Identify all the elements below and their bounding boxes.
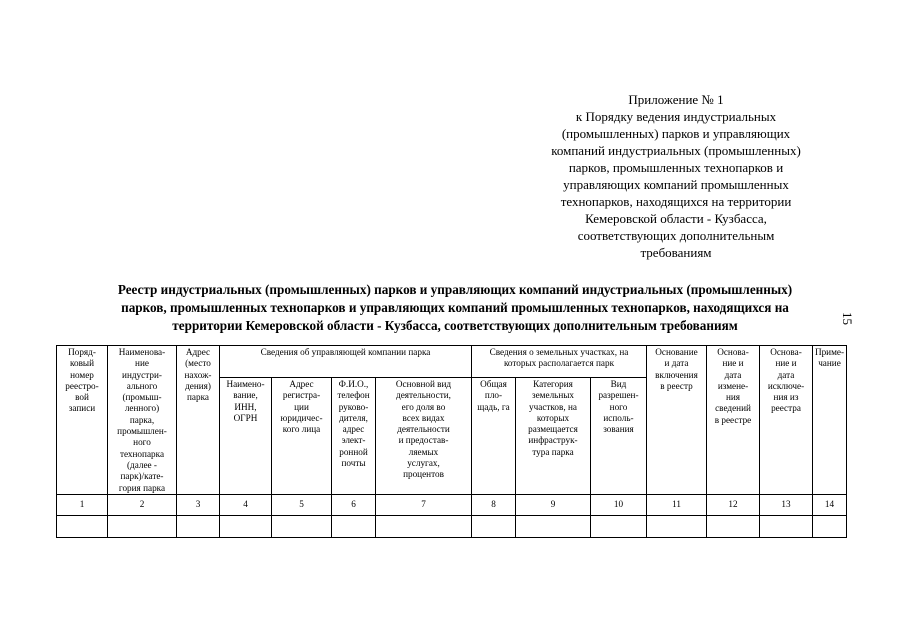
header-cell: Категория земельных участков, на которых размещается инфраструк- тура парка — [516, 378, 591, 495]
column-number: 9 — [516, 494, 591, 515]
header-cell: Общая пло- щадь, га — [472, 378, 516, 495]
empty-cell — [707, 515, 760, 537]
header-cell: Адрес (место нахож- дения) парка — [177, 346, 220, 495]
header-cell: Вид разрешен- ного исполь- зования — [591, 378, 647, 495]
column-number: 11 — [647, 494, 707, 515]
title-line: парков, промышленных технопарков и управляющих компаний промышленных технопарков, находящихся на — [121, 300, 789, 315]
appendix-line: парков, промышленных технопарков и — [568, 160, 784, 175]
empty-cell — [57, 515, 108, 537]
title-line: территории Кемеровской области - Кузбасса, соответствующих дополнительным требованиям — [172, 318, 738, 333]
empty-cell — [108, 515, 177, 537]
header-cell: Наимено- вание, ИНН, ОГРН — [220, 378, 272, 495]
column-number: 4 — [220, 494, 272, 515]
document-title — [40, 281, 870, 335]
appendix-line: требованиям — [640, 245, 712, 260]
column-number: 10 — [591, 494, 647, 515]
empty-cell — [332, 515, 376, 537]
title-line: Реестр индустриальных (промышленных) парков и управляющих компаний индустриальных (промышленных) — [117, 282, 793, 297]
appendix-line: управляющих компаний промышленных — [563, 177, 789, 192]
appendix-header — [520, 91, 832, 261]
empty-cell — [177, 515, 220, 537]
empty-cell — [220, 515, 272, 537]
header-cell: Основа- ние и дата исключе- ния из реестра — [760, 346, 813, 495]
empty-cell — [376, 515, 472, 537]
column-number: 1 — [57, 494, 108, 515]
table-header-row — [57, 346, 847, 378]
appendix-line: Кемеровской области - Кузбасса, — [585, 211, 767, 226]
empty-cell — [591, 515, 647, 537]
column-number: 5 — [272, 494, 332, 515]
header-cell: Основной вид деятельности, его доля во всех видах деятельности и предостав- ляемых услугах, процентов — [376, 378, 472, 495]
empty-cell — [647, 515, 707, 537]
header-cell: Наименова- ние индустри- ального (промыш- ленного) парка, промышлен- ного технопарка (далее - парк)/кате- гория парка — [108, 346, 177, 495]
appendix-line: компаний индустриальных (промышленных) — [551, 143, 801, 158]
column-number: 6 — [332, 494, 376, 515]
appendix-line: соответствующих дополнительным — [577, 228, 775, 243]
header-cell: Ф.И.О., телефон руково- дителя, адрес элект- ронной почты — [332, 378, 376, 495]
column-number: 8 — [472, 494, 516, 515]
column-number: 13 — [760, 494, 813, 515]
empty-cell — [516, 515, 591, 537]
table-row — [57, 515, 847, 537]
column-number: 14 — [813, 494, 847, 515]
column-number-row — [57, 494, 847, 515]
header-cell: Основание и дата включения в реестр — [647, 346, 707, 495]
header-cell: Приме- чание — [813, 346, 847, 495]
header-group-land: Сведения о земельных участках, на которых располагается парк — [472, 346, 647, 378]
empty-cell — [272, 515, 332, 537]
empty-cell — [472, 515, 516, 537]
appendix-line: Приложение № 1 — [628, 92, 724, 107]
appendix-line: технопарков, находящихся на территории — [560, 194, 792, 209]
header-cell: Поряд- ковый номер реестро- вой записи — [57, 346, 108, 495]
empty-cell — [813, 515, 847, 537]
column-number: 12 — [707, 494, 760, 515]
empty-cell — [760, 515, 813, 537]
column-number: 2 — [108, 494, 177, 515]
appendix-line: (промышленных) парков и управляющих — [561, 126, 791, 141]
header-group-company: Сведения об управляющей компании парка — [220, 346, 472, 378]
column-number: 7 — [376, 494, 472, 515]
appendix-line: к Порядку ведения индустриальных — [575, 109, 777, 124]
header-cell: Основа- ние и дата измене- ния сведений в реестре — [707, 346, 760, 495]
header-cell: Адрес регистра- ции юридичес- кого лица — [272, 378, 332, 495]
page-number: 15 — [840, 312, 855, 325]
column-number: 3 — [177, 494, 220, 515]
registry-table — [56, 345, 847, 538]
